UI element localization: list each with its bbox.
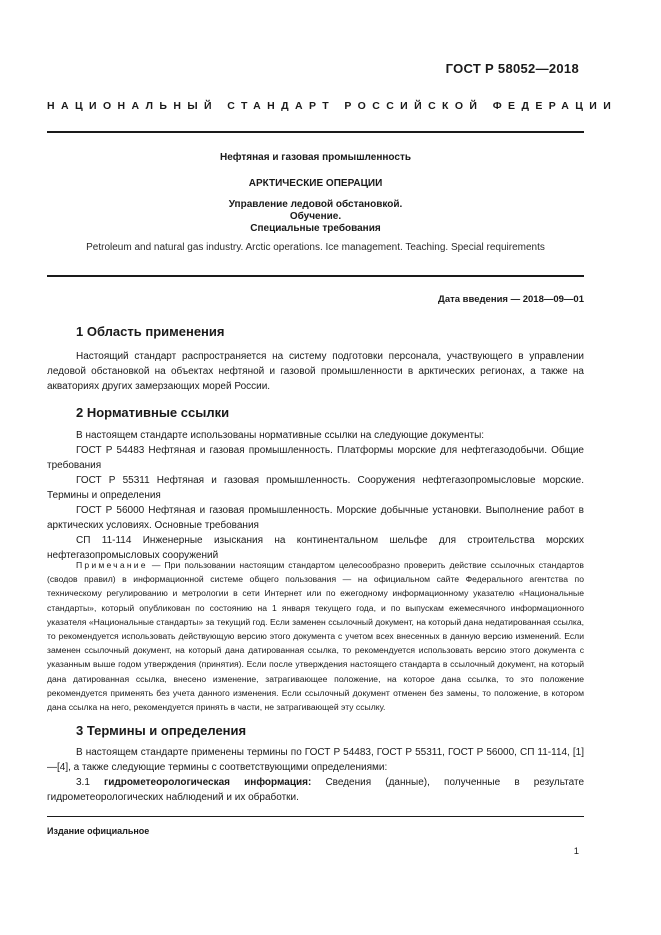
reference-item: ГОСТ Р 55311 Нефтяная и газовая промышленность. Сооружения нефтегазопромысловые морские. Термины и определения bbox=[47, 475, 584, 501]
subtitle-line: Обучение. bbox=[289, 211, 342, 222]
edition-label: Издание официальное bbox=[47, 826, 150, 836]
subtitle bbox=[47, 199, 584, 235]
subtitle-line: Специальные требования bbox=[250, 223, 381, 234]
section-1-heading: 1 Область применения bbox=[76, 324, 225, 339]
term-number: 3.1 bbox=[76, 777, 90, 788]
industry-title: Нефтяная и газовая промышленность bbox=[220, 152, 411, 163]
term-3-1 bbox=[47, 775, 584, 805]
effective-date: Дата введения — 2018—09—01 bbox=[438, 294, 584, 305]
section-1-text: Настоящий стандарт распространяется на систему подготовки персонала, участвующего в управлении ледовой обстановкой на объектах нефтяной и газовой промышленности в арктических регионах, а также на акваториях других замерзающих морей России. bbox=[47, 351, 584, 392]
section-3-heading: 3 Термины и определения bbox=[76, 723, 247, 738]
note-label: Примечание bbox=[76, 560, 148, 570]
english-title: Petroleum and natural gas industry. Arctic operations. Ice management. Teaching. Special requirements bbox=[86, 242, 545, 253]
section-2-intro: В настоящем стандарте использованы нормативные ссылки на следующие документы: bbox=[76, 430, 485, 441]
reference-item: СП 11-114 Инженерные изыскания на континентальном шельфе для строительства морских нефтегазопромысловых сооружений bbox=[47, 535, 584, 561]
section-2-heading: 2 Нормативные ссылки bbox=[76, 405, 230, 420]
gost-code: ГОСТ Р 58052—2018 bbox=[445, 61, 579, 76]
main-title: АРКТИЧЕСКИЕ ОПЕРАЦИИ bbox=[248, 178, 383, 189]
note-text: — При пользовании настоящим стандартом целесообразно проверить действие ссылочных стандартов (сводов правил) в информационной системе общего пользования — на официальном сайте Федерального агентства по техническому регулированию и метрологии в сети Интернет или по ежегодному информационному указателю «Национальные стандарты», который опубликован по состоянию на 1 января текущего года, и по выпускам ежемесячного информационного указателя «Национальные стандарты» за текущий год. Если заменен ссылочный документ, на который дана недатированная ссылка, то рекомендуется использовать действующую версию этого документа с учетом всех внесенных в данную версию изменений. Если заменен ссылочный документ, на который дана датированная ссылка, то рекомендуется использовать версию этого документа с указанным выше годом утверждения (принятия). Если после утверждения настоящего стандарта в ссылочный документ, на который дана датированная ссылка, внесено изменение, затрагивающее положение, на которое дана ссылка, то это положение рекомендуется применять без учета данного изменения. Если ссылочный документ отменен без замены, то положение, в котором дана ссылка на него, рекомендуется принять в части, не затрагивающей эту ссылку. bbox=[47, 560, 584, 713]
reference-item: ГОСТ Р 54483 Нефтяная и газовая промышленность. Платформы морские для нефтегазодобычи. Общие требования bbox=[47, 445, 584, 471]
reference-note bbox=[47, 558, 584, 714]
standard-title: НАЦИОНАЛЬНЫЙ СТАНДАРТ РОССИЙСКОЙ ФЕДЕРАЦИИ bbox=[47, 100, 618, 112]
term-name: гидрометеорологическая информация: bbox=[104, 777, 312, 788]
footer-divider bbox=[47, 816, 584, 817]
page-number: 1 bbox=[573, 846, 579, 857]
title-divider bbox=[47, 275, 584, 277]
subtitle-line: Управление ледовой обстановкой. bbox=[228, 199, 403, 210]
top-divider bbox=[47, 131, 584, 133]
section-3-intro: В настоящем стандарте применены термины по ГОСТ Р 54483, ГОСТ Р 55311, ГОСТ Р 56000, СП 11-114, [1]—[4], а также следующие термины с соответствующими определениями: bbox=[47, 747, 584, 773]
reference-item: ГОСТ Р 56000 Нефтяная и газовая промышленность. Морские добычные установки. Выполнение работ в арктических условиях. Основные требования bbox=[47, 505, 584, 531]
term-definition: Сведения (данные), полученные в результате гидрометеорологических наблюдений и их обработки. bbox=[47, 777, 585, 803]
